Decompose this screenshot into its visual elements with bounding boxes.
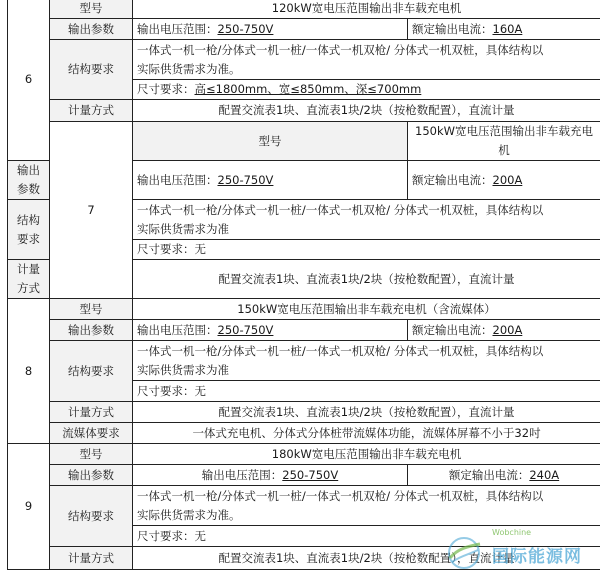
metering-value: 配置交流表1块、直流表1块/2块（按枪数配置），直流计量 <box>133 100 600 122</box>
model-value: 180kW宽电压范围输出非车载充电机 <box>133 444 600 465</box>
table-row <box>8 341 600 381</box>
model-label: 型号 <box>133 122 408 161</box>
table-row <box>8 40 600 80</box>
model-value: 120kW宽电压范围输出非车载充电机 <box>133 0 600 19</box>
current-value: 200A <box>492 322 523 337</box>
structure-label: 结构要求 <box>50 341 133 402</box>
structure-line: 一体式一机一枪/分体式一机一桩/一体式一机双枪/ 分体式一机双桩，具体结构以 <box>137 343 544 358</box>
voltage-label: 输出电压范围： <box>137 21 218 36</box>
model-label: 型号 <box>50 299 133 320</box>
voltage-label: 输出电压范围： <box>137 322 218 337</box>
size-label: 尺寸要求： <box>137 528 195 543</box>
voltage-value: 250-750V <box>217 21 274 36</box>
current-label: 额定输出电流： <box>412 322 493 337</box>
voltage-label: 输出电压范围： <box>137 172 218 187</box>
table-row <box>8 100 600 122</box>
structure-text <box>133 200 600 240</box>
model-label: 型号 <box>50 444 133 465</box>
table-row <box>8 547 600 570</box>
current-cell <box>408 465 600 486</box>
structure-line: 实际供货需求为准 <box>137 221 229 236</box>
size-value: 无 <box>194 383 206 398</box>
voltage-value: 250-750V <box>217 172 274 187</box>
size-value: 高≤1800mm、宽≤850mm、深≤700mm <box>194 82 422 96</box>
structure-label: 结构要求 <box>50 40 133 100</box>
current-label: 额定输出电流： <box>412 172 493 187</box>
voltage-value: 250-750V <box>282 467 339 482</box>
watermark-small-text: Wobchine <box>492 528 532 537</box>
table-row <box>8 122 600 161</box>
structure-text <box>133 486 600 526</box>
structure-line: 实际供货需求为准 <box>137 362 229 377</box>
row-index: 9 <box>8 444 50 570</box>
size-value: 无 <box>194 528 206 543</box>
voltage-label: 输出电压范围： <box>201 467 283 482</box>
current-value: 200A <box>492 172 523 187</box>
table-row <box>8 19 600 40</box>
metering-value: 配置交流表1块、直流表1块/2块（按枪数配置），直流计量 <box>133 547 600 570</box>
table-row <box>8 486 600 526</box>
structure-text <box>133 341 600 381</box>
size-text <box>133 240 600 260</box>
table-row <box>8 320 600 341</box>
voltage-cell <box>133 161 408 200</box>
voltage-cell <box>133 320 408 341</box>
media-value: 一体式充电机、分体式分体桩带流媒体功能，流媒体屏幕不小于32吋 <box>133 423 600 444</box>
model-value: 150kW宽电压范围输出非车载充电机（含流媒体） <box>133 299 600 320</box>
voltage-value: 250-750V <box>217 322 274 337</box>
metering-value: 配置交流表1块、直流表1块/2块（按枪数配置），直流计量 <box>133 402 600 423</box>
row-index: 8 <box>8 299 50 444</box>
model-value: 150kW宽电压范围输出非车载充电机 <box>408 122 600 161</box>
size-text <box>133 381 600 402</box>
structure-line: 一体式一机一枪/分体式一机一桩/一体式一机双枪/ 分体式一机双桩，具体结构以 <box>137 202 544 217</box>
size-text <box>133 80 600 100</box>
table-row <box>8 0 600 19</box>
table-row <box>8 444 600 465</box>
size-label: 尺寸要求： <box>137 82 195 96</box>
table-row <box>8 402 600 423</box>
structure-text <box>133 40 600 80</box>
current-label: 额定输出电流： <box>412 21 493 36</box>
current-value: 240A <box>529 467 560 482</box>
voltage-cell <box>133 465 408 486</box>
spec-table <box>7 0 600 570</box>
output-params-label: 输出参数 <box>50 19 133 40</box>
metering-value: 配置交流表1块、直流表1块/2块（按枪数配置），直流计量 <box>133 260 600 299</box>
structure-line: 一体式一机一枪/分体式一机一桩/一体式一机双枪/ 分体式一机双桩，具体结构以 <box>137 488 544 503</box>
structure-label: 结构要求 <box>50 486 133 547</box>
structure-line: 实际供货需求为准。 <box>137 507 241 522</box>
output-params-label: 输出参数 <box>8 161 50 200</box>
current-cell <box>408 320 600 341</box>
size-text <box>133 526 600 547</box>
structure-line: 一体式一机一枪/分体式一机一桩/一体式一机双枪/ 分体式一机双桩，具体结构以 <box>137 42 544 57</box>
current-cell <box>408 19 600 40</box>
output-params-label: 输出参数 <box>50 320 133 341</box>
output-params-label: 输出参数 <box>50 465 133 486</box>
current-value: 160A <box>492 21 523 36</box>
row-index: 6 <box>8 0 50 161</box>
metering-label: 计量方式 <box>8 260 50 299</box>
row-index: 7 <box>50 122 133 299</box>
metering-label: 计量方式 <box>50 402 133 423</box>
metering-label: 计量方式 <box>50 100 133 122</box>
table-row <box>8 423 600 444</box>
size-label: 尺寸要求： <box>137 242 195 256</box>
size-label: 尺寸要求： <box>137 383 195 398</box>
table-row <box>8 465 600 486</box>
metering-label: 计量方式 <box>50 547 133 570</box>
watermark-text: 国际能源网 <box>492 547 582 567</box>
structure-label: 结构要求 <box>8 200 50 260</box>
current-cell <box>408 161 600 200</box>
current-label: 额定输出电流： <box>448 467 530 482</box>
media-label: 流媒体要求 <box>50 423 133 444</box>
structure-line: 实际供货需求为准。 <box>137 61 241 76</box>
table-row <box>8 299 600 320</box>
voltage-cell <box>133 19 408 40</box>
model-label: 型号 <box>50 0 133 19</box>
size-value: 无 <box>194 242 206 256</box>
